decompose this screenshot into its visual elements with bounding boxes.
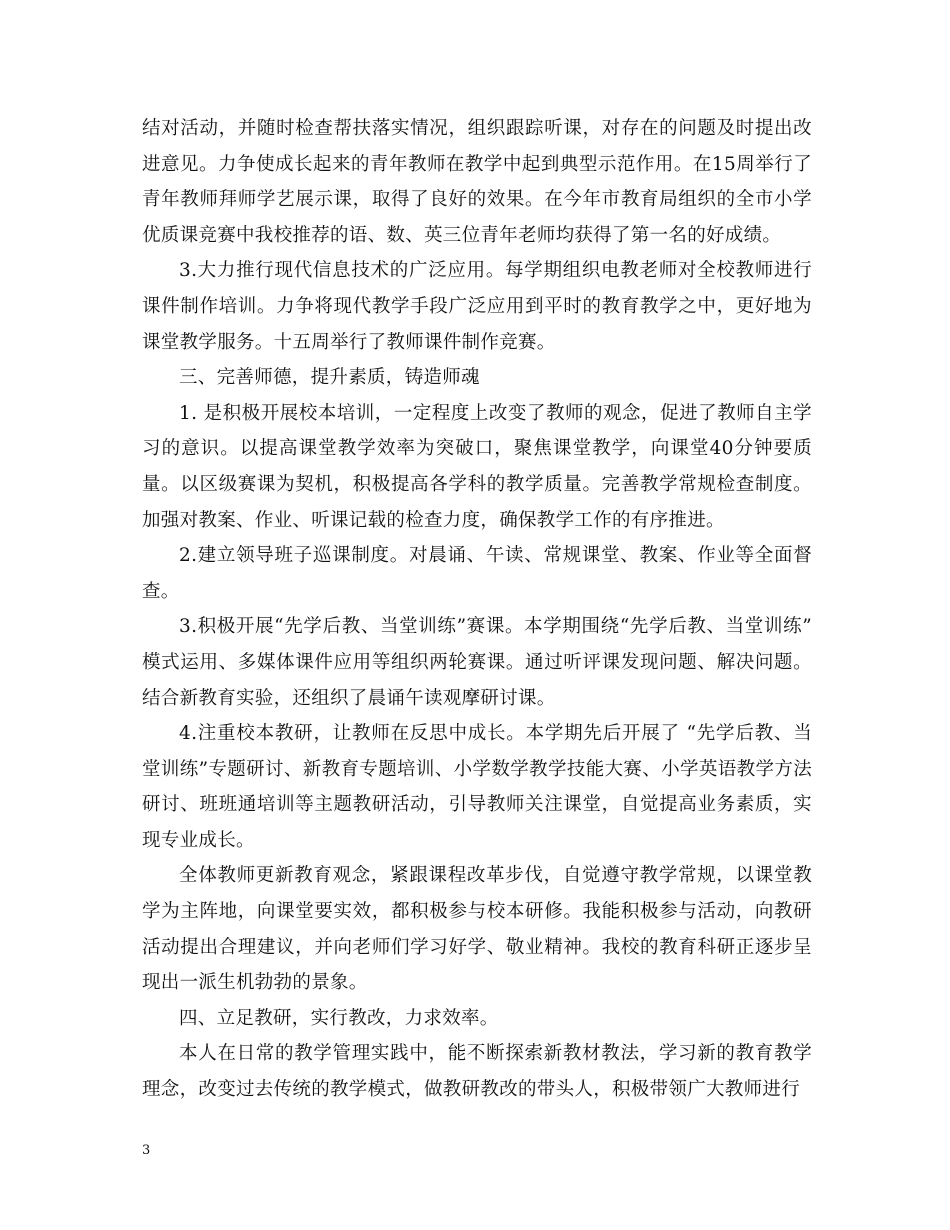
body-paragraph: 本人在日常的教学管理实践中，能不断探索新教材教法，学习新的教育教学理念，改变过去传统的教学模式，做教研教改的带头人，积极带领广大教师进行: [142, 1043, 812, 1101]
body-paragraph: 2.建立领导班子巡课制度。对晨诵、午读、常规课堂、教案、作业等全面督查。: [142, 545, 812, 602]
body-paragraph: 1. 是积极开展校本培训，一定程度上改变了教师的观念，促进了教师自主学习的意识。以提高课堂教学效率为突破口，聚焦课堂教学，向课堂40分钟要质量。以区级赛课为契机，积极提高各学科的教学质量。完善教学常规检查制度。加强对教案、作业、听课记载的检查力度，确保教学工作的有序推进。: [142, 402, 812, 531]
body-paragraph: 全体教师更新教育观念，紧跟课程改革步伐，自觉遵守教学常规，以课堂教学为主阵地，向课堂要实效，都积极参与校本研修。我能积极参与活动，向教研活动提出合理建议，并向老师们学习好学、敬业精神。我校的教育科研正逐步呈现出一派生机勃勃的景象。: [142, 865, 812, 994]
document-body: [142, 111, 812, 1108]
body-paragraph: 3.积极开展“先学后教、当堂训练”赛课。本学期围绕“先学后教、当堂训练” 模式运用、多媒体课件应用等组织两轮赛课。通过听评课发现问题、解决问题。结合新教育实验，还组织了晨诵午读观摩研讨课。: [142, 616, 812, 709]
section-heading: 四、立足教研，实行教改，力求效率。: [179, 1007, 499, 1029]
body-paragraph: 结对活动，并随时检查帮扶落实情况，组织跟踪听课，对存在的问题及时提出改进意见。力争使成长起来的青年教师在教学中起到典型示范作用。在15周举行了青年教师拜师学艺展示课，取得了良好的效果。在今年市教育局组织的全市小学优质课竞赛中我校推荐的语、数、英三位青年老师均获得了第一名的好成绩。: [142, 118, 812, 246]
body-paragraph: 4.注重校本教研，让教师在反思中成长。本学期先后开展了 “先学后教、当堂训练”专题研讨、新教育专题培训、小学数学教学技能大赛、小学英语教学方法研讨、班班通培训等主题教研活动，引导教师关注课堂，自觉提高业务素质，实现专业成长。: [142, 723, 812, 851]
section-heading: 三、完善师德，提升素质，铸造师魂: [179, 367, 480, 389]
page-number: 3: [142, 1143, 151, 1158]
body-paragraph: 3.大力推行现代信息技术的广泛应用。每学期组织电教老师对全校教师进行课件制作培训。力争将现代教学手段广泛应用到平时的教育教学之中，更好地为课堂教学服务。十五周举行了教师课件制作竞赛。: [142, 260, 812, 353]
